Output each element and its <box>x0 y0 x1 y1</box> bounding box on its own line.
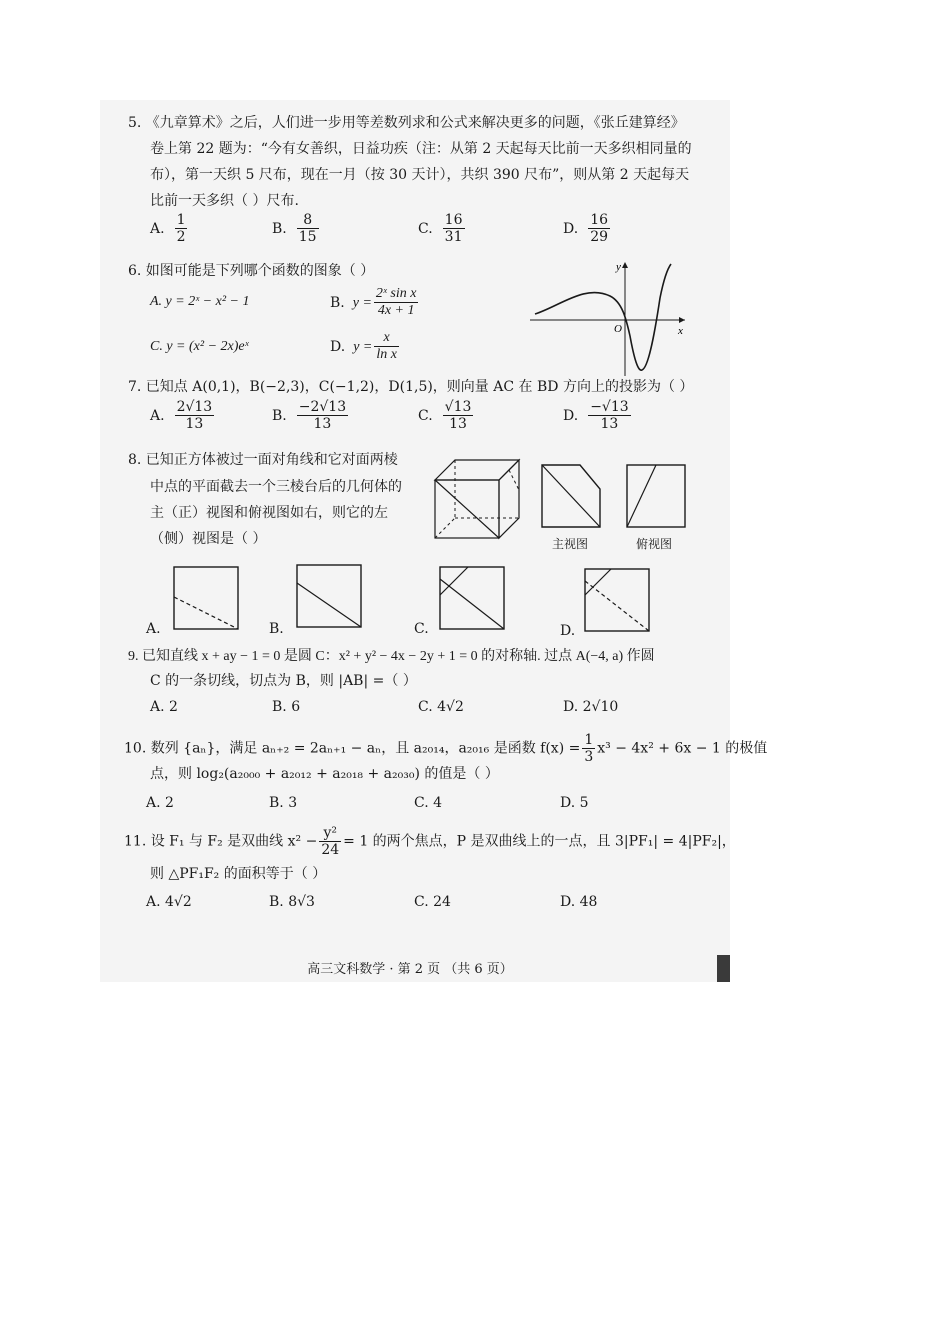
q11-fraction-den: 24 <box>321 842 340 858</box>
q6-option-b-num: 2ˣ sin x <box>375 286 417 301</box>
q5-option-a-num: 1 <box>176 212 186 228</box>
q7-option-b[interactable] <box>272 399 350 432</box>
q11-line-2: 则 △PF₁F₂ 的面积等于（ ） <box>150 866 327 882</box>
q7-option-a-den: 13 <box>185 416 204 432</box>
q11-option-d[interactable]: D. 48 <box>560 894 598 910</box>
q8-option-a-label[interactable]: A. <box>146 621 161 637</box>
q7-option-c-label: C. <box>418 407 433 424</box>
q6-option-d-num: x <box>374 330 399 347</box>
q9-option-a[interactable]: A. 2 <box>150 699 178 715</box>
q5-option-d-den: 29 <box>590 229 609 245</box>
q8-option-d-label[interactable]: D. <box>560 623 576 639</box>
q6-y-axis-arrow <box>622 262 628 268</box>
q8-line-3: 主（正）视图和俯视图如右，则它的左 <box>150 505 388 521</box>
q5-option-d[interactable] <box>563 212 612 245</box>
q5-option-c-label: C. <box>418 220 433 237</box>
q10-option-a[interactable]: A. 2 <box>146 795 174 811</box>
q8-line-4: （侧）视图是（ ） <box>150 531 267 547</box>
q5-line-4: 比前一天多织（ ）尺布. <box>150 193 299 209</box>
q10-option-b[interactable]: B. 3 <box>269 795 298 811</box>
q7-option-d-label: D. <box>563 407 579 424</box>
q6-stem: 6. 如图可能是下列哪个函数的图象（ ） <box>128 263 375 279</box>
q10-line-1-start: 10. 数列 {aₙ}，满足 aₙ₊₂ = 2aₙ₊₁ − aₙ，且 a₂₀₁₄，a₂₀₁₆ 是函数 f(x) = <box>124 740 581 757</box>
q7-option-d-den: 13 <box>600 416 619 432</box>
q7-option-c-num: √13 <box>444 399 472 415</box>
q8-top-view-caption: 俯视图 <box>636 537 673 551</box>
q7-option-c[interactable] <box>418 399 475 432</box>
q11-option-c[interactable]: C. 24 <box>414 894 451 910</box>
q6-option-d-den: ln x <box>376 347 397 362</box>
q7-option-a-label: A. <box>150 407 165 424</box>
q6-option-c[interactable]: C. y = (x² − 2x)eˣ <box>150 339 249 354</box>
q10-line-1-end: x³ − 4x² + 6x − 1 的极值 <box>597 740 768 757</box>
q8-top-view <box>627 465 687 529</box>
q5-option-a[interactable] <box>150 212 189 245</box>
q5-option-b-label: B. <box>272 220 287 237</box>
q5-option-c[interactable] <box>418 212 467 245</box>
q6-x-label: x <box>678 325 683 337</box>
q6-origin-label: O <box>614 323 622 335</box>
q11-option-a[interactable]: A. 4√2 <box>146 894 192 910</box>
q8-front-view <box>542 465 602 529</box>
q6-option-b[interactable] <box>330 286 420 319</box>
q8-option-c-view[interactable] <box>440 567 506 631</box>
q6-option-d-prefix: y = <box>353 339 373 355</box>
q6-x-axis-arrow <box>679 317 685 323</box>
q11-option-b[interactable]: B. 8√3 <box>269 894 315 910</box>
q6-function-graph <box>530 258 690 378</box>
q10-line-1 <box>124 732 767 765</box>
q7-stem: 7. 已知点 A(0,1)，B(−2,3)，C(−1,2)，D(1,5)，则向量 AC 在 BD 方向上的投影为（ ） <box>128 379 694 395</box>
q9-line-1: 9. 已知直线 x + ay − 1 = 0 是圆 C：x² + y² − 4x − 2y + 1 = 0 的对称轴. 过点 A(−4, a) 作圆 <box>128 649 655 664</box>
q8-line-2: 中点的平面截去一个三棱台后的几何体的 <box>150 479 402 495</box>
q8-option-d-view[interactable] <box>585 569 651 633</box>
q8-cube-figure <box>435 460 525 542</box>
q6-option-b-prefix: y = <box>352 295 372 311</box>
q7-option-a[interactable] <box>150 399 216 432</box>
q8-option-c-label[interactable]: C. <box>414 621 429 637</box>
q7-option-d[interactable] <box>563 399 633 432</box>
q7-option-a-num: 2√13 <box>176 399 213 415</box>
q9-option-c[interactable]: C. 4√2 <box>418 699 464 715</box>
q6-option-b-label: B. <box>330 294 345 311</box>
q11-line-1 <box>124 825 736 858</box>
q7-option-b-den: 13 <box>313 416 332 432</box>
q6-option-a[interactable]: A. y = 2ˣ − x² − 1 <box>150 294 250 309</box>
q5-option-c-num: 16 <box>444 212 463 228</box>
q7-option-b-num: −2√13 <box>298 399 347 415</box>
q7-option-d-num: −√13 <box>590 399 629 415</box>
q5-option-c-den: 31 <box>444 229 463 245</box>
q6-option-b-den: 4x + 1 <box>377 303 415 318</box>
q5-line-1: 5. 《九章算术》之后，人们进一步用等差数列求和公式来解决更多的问题，《张丘建算经》 <box>128 115 685 131</box>
q9-option-d[interactable]: D. 2√10 <box>563 699 619 715</box>
q5-option-a-den: 2 <box>176 229 186 245</box>
q5-option-d-num: 16 <box>590 212 609 228</box>
q10-line-2: 点，则 log₂(a₂₀₀₀ + a₂₀₁₂ + a₂₀₁₈ + a₂₀₃₀) 的值是（ ） <box>150 766 499 782</box>
q8-option-a-view[interactable] <box>174 567 240 631</box>
q6-option-d[interactable] <box>330 330 401 363</box>
q6-y-label: y <box>616 261 621 273</box>
q7-option-c-den: 13 <box>449 416 467 432</box>
q5-option-b-num: 8 <box>297 212 319 229</box>
q8-line-1: 8. 已知正方体被过一面对角线和它对面两棱 <box>128 452 398 468</box>
q11-fraction-num: y² <box>319 825 341 842</box>
q5-option-b[interactable] <box>272 212 321 245</box>
page-footer: 高三文科数学 · 第 2 页 （共 6 页） <box>307 962 513 977</box>
q6-curve <box>535 264 671 370</box>
q8-option-b-view[interactable] <box>297 565 363 629</box>
q5-line-3: 布），第一天织 5 尺布，现在一月（按 30 天计），共织 390 尺布”，则从第 2 天起每天 <box>150 167 690 183</box>
q5-option-b-den: 15 <box>298 229 317 245</box>
q9-option-b[interactable]: B. 6 <box>272 699 301 715</box>
q8-option-b-label[interactable]: B. <box>269 621 284 637</box>
q11-line-1-end: = 1 的两个焦点，P 是双曲线上的一点，且 3|PF₁| = 4|PF₂|， <box>343 833 736 850</box>
q10-fraction-den: 3 <box>584 749 594 765</box>
q5-line-2: 卷上第 22 题为：“今有女善织，日益功疾（注：从第 2 天起每天比前一天多织相同量的 <box>150 141 692 157</box>
q10-option-d[interactable]: D. 5 <box>560 795 589 811</box>
q11-line-1-start: 11. 设 F₁ 与 F₂ 是双曲线 x² − <box>124 833 318 850</box>
q5-option-d-label: D. <box>563 220 579 237</box>
q10-option-c[interactable]: C. 4 <box>414 795 443 811</box>
q5-option-a-label: A. <box>150 220 165 237</box>
q8-front-view-caption: 主视图 <box>552 537 589 551</box>
q7-option-b-label: B. <box>272 407 287 424</box>
q9-line-2: C 的一条切线，切点为 B，则 |AB| =（ ） <box>150 673 417 689</box>
q10-fraction-num: 1 <box>584 732 594 748</box>
q6-option-d-label: D. <box>330 338 346 355</box>
